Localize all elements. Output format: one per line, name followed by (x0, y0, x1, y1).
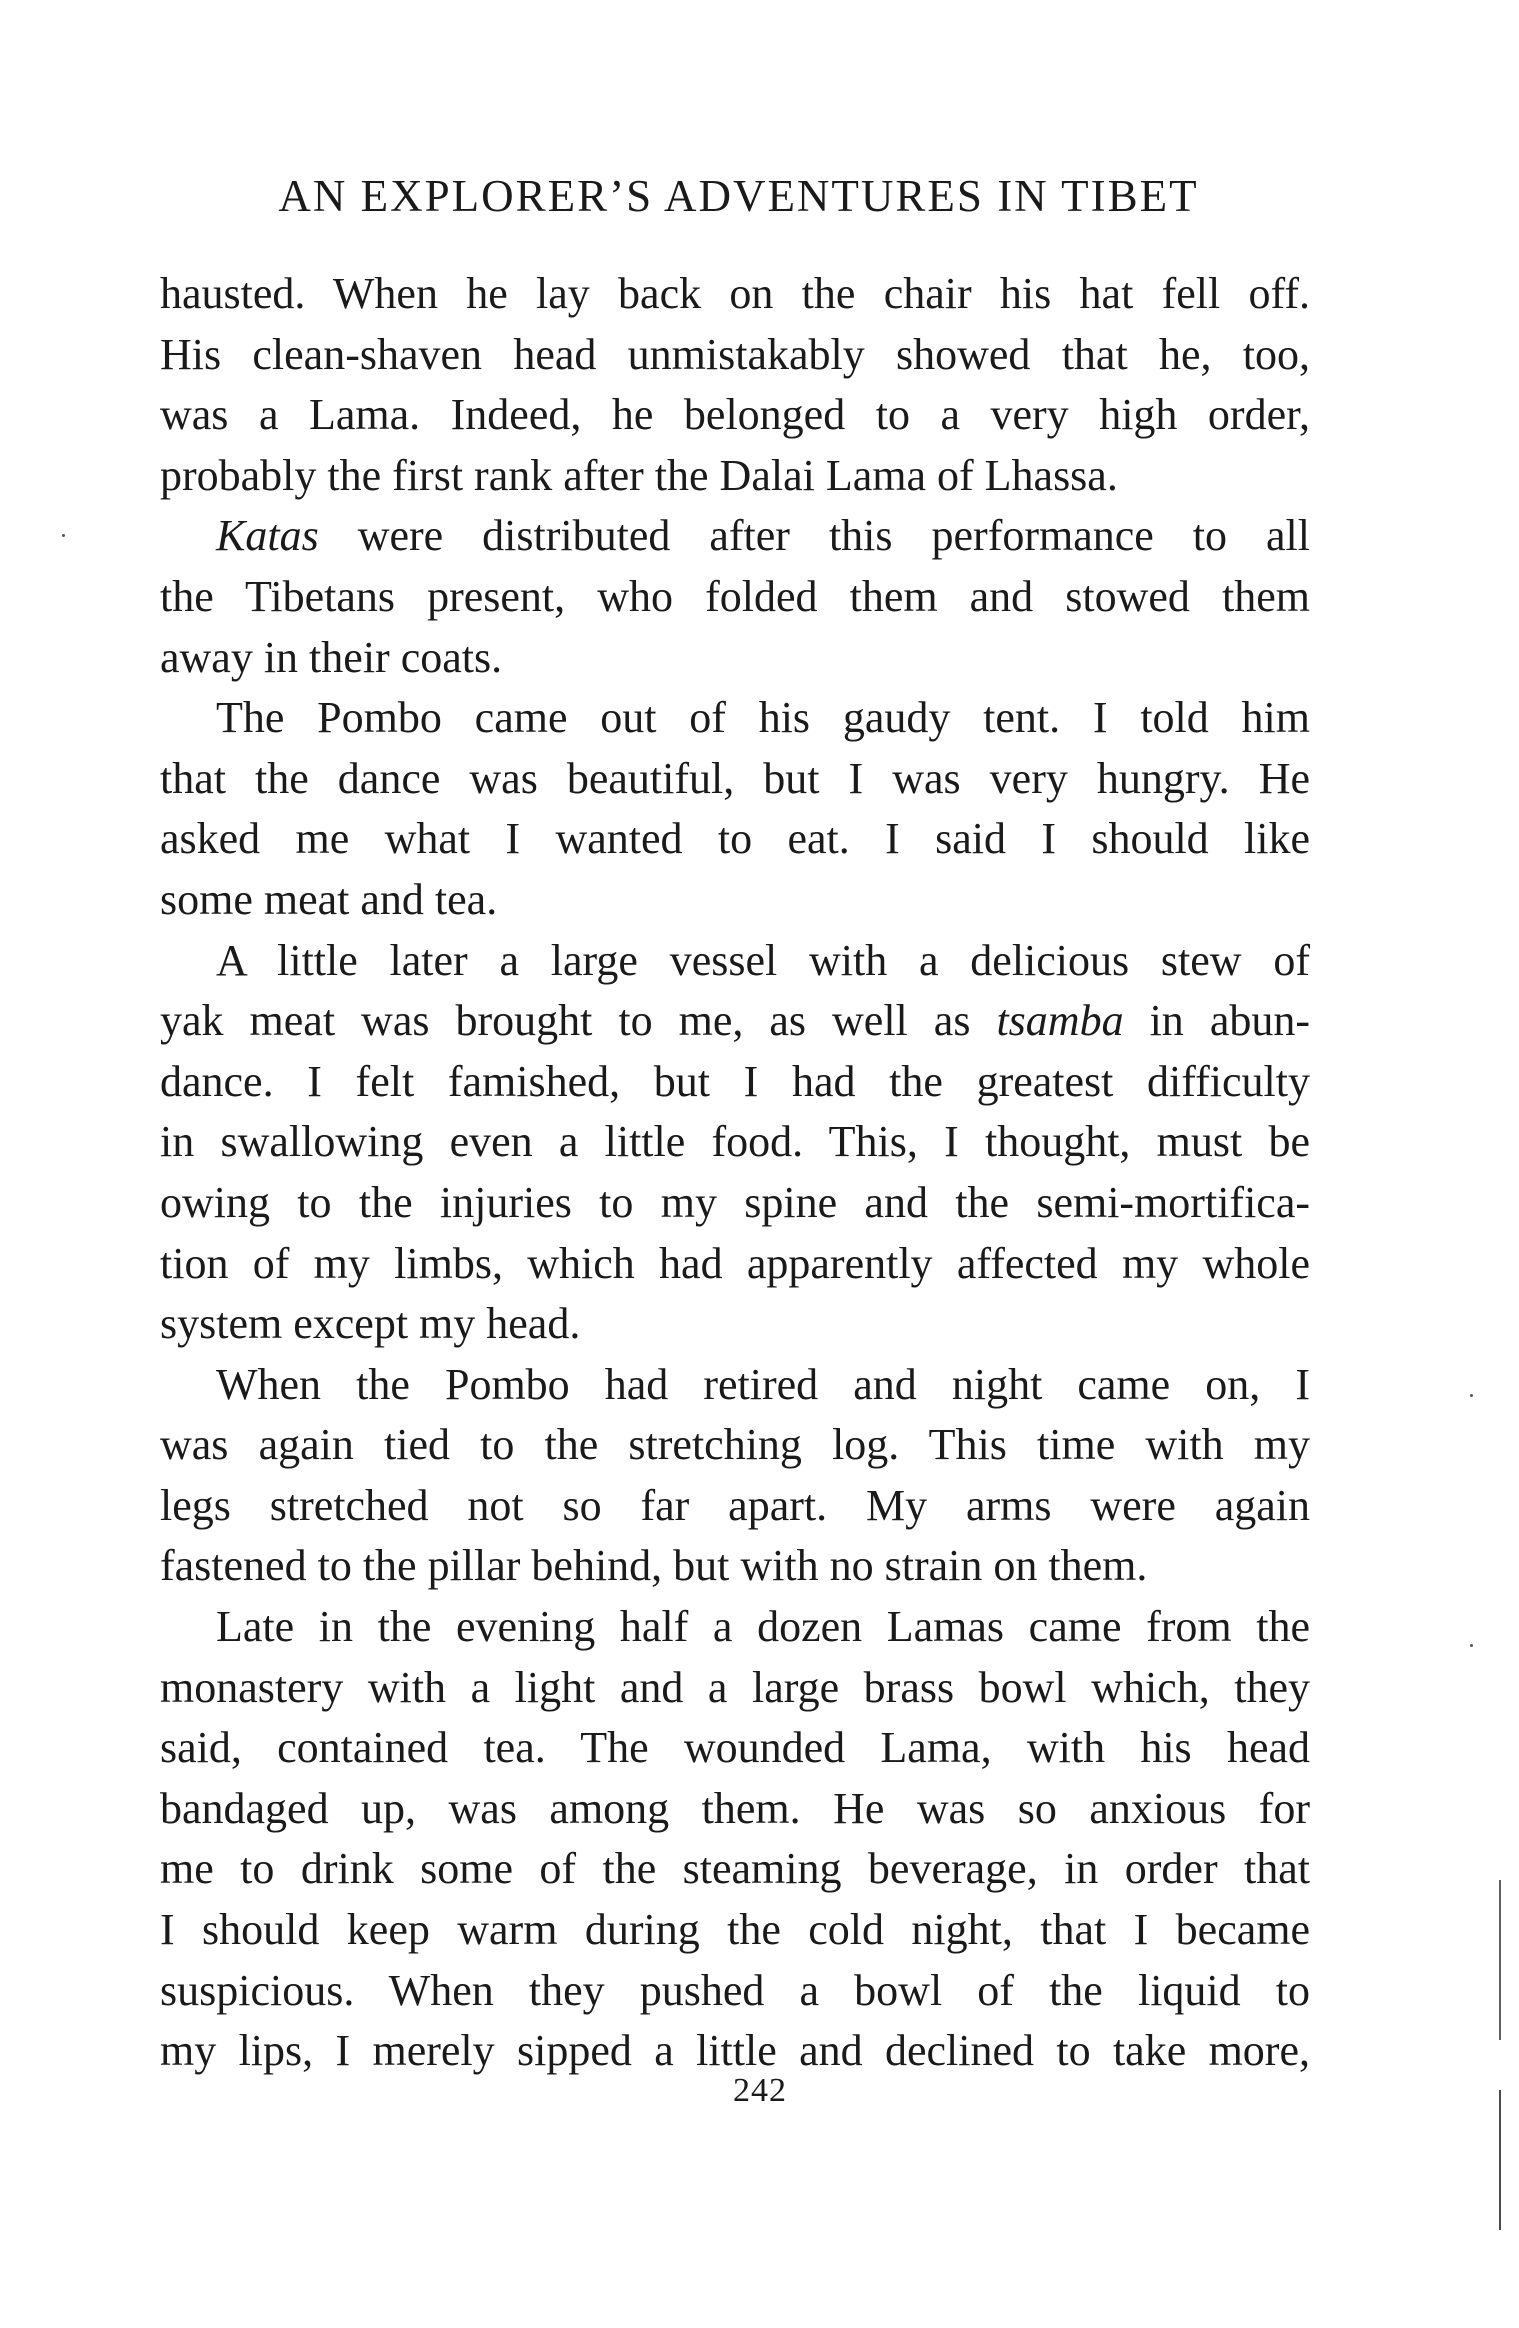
text-run: Late in the evening half a dozen Lamas came from the (216, 1602, 1310, 1652)
text-run: my lips, I merely sipped a little and declined to take more, (160, 2026, 1310, 2076)
text-line (160, 567, 1310, 628)
text-line (160, 749, 1310, 810)
text-run: in swallowing even a little food. This, I thought, must be (160, 1117, 1310, 1167)
text-line (160, 385, 1310, 446)
italic-term: Katas (216, 511, 319, 561)
text-run: me to drink some of the steaming beverage, in order that (160, 1844, 1310, 1894)
text-line (160, 1839, 1310, 1900)
italic-term: tsamba (996, 996, 1124, 1046)
text-line (160, 809, 1310, 870)
text-line (160, 1294, 1310, 1355)
text-run: legs stretched not so far apart. My arms were again (160, 1480, 1310, 1530)
text-line (160, 1536, 1310, 1597)
text-line (160, 991, 1310, 1052)
text-run: The Pombo came out of his gaudy tent. I told him (216, 693, 1310, 743)
text-line (160, 628, 1310, 689)
text-line (160, 1961, 1310, 2022)
text-run: tion of my limbs, which had apparently affected my whole (160, 1238, 1310, 1288)
text-run: that the dance was beautiful, but I was very hungry. He (160, 753, 1310, 803)
text-run: yak meat was brought to me, as well as (160, 996, 997, 1046)
scan-speck (1470, 1644, 1473, 1647)
text-run: hausted. When he lay back on the chair his hat fell off. (160, 269, 1310, 318)
text-run: When the Pombo had retired and night came on, I (216, 1359, 1310, 1409)
text-line (160, 1718, 1310, 1779)
text-line (160, 870, 1310, 931)
text-run: asked me what I wanted to eat. I said I should like (160, 814, 1310, 864)
text-run: suspicious. When they pushed a bowl of the liquid to (160, 1965, 1310, 2015)
text-line (160, 1597, 1310, 1658)
text-line (160, 931, 1310, 992)
text-run: monastery with a light and a large brass bowl which, they (160, 1662, 1310, 1712)
body-text (160, 264, 1310, 2082)
text-line (160, 506, 1310, 567)
text-run: was a Lama. Indeed, he belonged to a very high order, (160, 390, 1310, 440)
text-line (160, 446, 1310, 507)
text-run: probably the first rank after the Dalai Lama of Lhassa. (160, 450, 1118, 500)
scan-edge-mark (1499, 1880, 1501, 2040)
text-run: His clean-shaven head unmistakably showed that he, too, (160, 329, 1310, 379)
text-line (160, 1112, 1310, 1173)
text-run: bandaged up, was among them. He was so anxious for (160, 1783, 1310, 1833)
page-number: 242 (733, 2072, 787, 2109)
text-run: dance. I felt famished, but I had the greatest difficulty (160, 1056, 1310, 1106)
text-line (160, 1476, 1310, 1537)
text-line (160, 688, 1310, 749)
text-run: away in their coats. (160, 632, 503, 682)
scan-edge-mark (1499, 2090, 1501, 2230)
text-line (160, 1779, 1310, 1840)
scan-speck (62, 534, 65, 537)
text-line (160, 1658, 1310, 1719)
text-run: fastened to the pillar behind, but with no strain on them. (160, 1541, 1148, 1591)
text-run: was again tied to the stretching log. This time with my (160, 1420, 1310, 1470)
text-run: owing to the injuries to my spine and the semi-mortifica- (160, 1177, 1310, 1227)
text-run: I should keep warm during the cold night, that I became (160, 1905, 1310, 1955)
text-run: the Tibetans present, who folded them and stowed them (160, 571, 1310, 621)
text-line (160, 1355, 1310, 1416)
text-run: system except my head. (160, 1299, 581, 1349)
text-line (160, 1173, 1310, 1234)
text-line (160, 1052, 1310, 1113)
running-head: AN EXPLORER’S ADVENTURES IN TIBET (278, 171, 1199, 221)
text-run: in abun- (1123, 996, 1310, 1046)
text-line (160, 1900, 1310, 1961)
text-run: some meat and tea. (160, 874, 498, 924)
text-run: were distributed after this performance to all (318, 511, 1310, 561)
text-line (160, 1415, 1310, 1476)
text-line (160, 264, 1310, 325)
scan-speck (1470, 1394, 1473, 1397)
text-run: said, contained tea. The wounded Lama, with his head (160, 1723, 1310, 1773)
text-run: A little later a large vessel with a delicious stew of (216, 935, 1310, 985)
text-line (160, 325, 1310, 386)
text-line (160, 1234, 1310, 1295)
